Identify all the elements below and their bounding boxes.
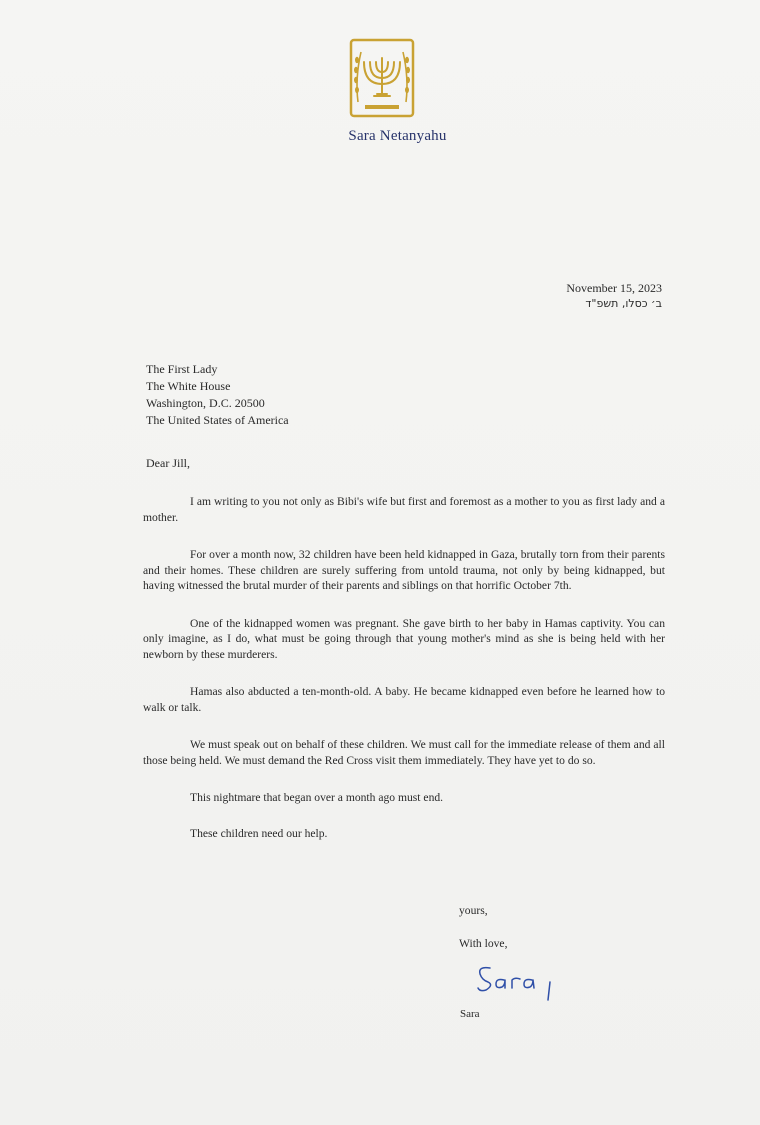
letter-body [143,494,665,861]
date-english: November 15, 2023 [566,281,662,295]
body-paragraph: Hamas also abducted a ten-month-old. A baby. He became kidnapped even before he learned how to walk or talk. [143,685,665,714]
recipient-line: Washington, D.C. 20500 [146,396,265,410]
handwritten-signature [474,960,564,1004]
closing-yours: yours, [459,904,488,917]
body-paragraph: This nightmare that began over a month ago must end. [190,791,444,804]
letterhead-name: Sara Netanyahu [348,128,447,144]
body-paragraph: For over a month now, 32 children have been held kidnapped in Gaza, brutally torn from their parents and their homes. These children are surely suffering from untold trauma, not only by being kidnapped, but having witnessed the brutal murder of their parents and siblings on that horrific October 7th. [143,548,665,592]
recipient-line: The White House [146,379,231,393]
body-paragraph: We must speak out on behalf of these children. We must call for the immediate release of them and all those being held. We must demand the Red Cross visit them immediately. They have yet to do so. [143,738,665,767]
closing-with-love: With love, [459,937,508,950]
israel-emblem-icon [349,38,415,118]
body-paragraph: One of the kidnapped women was pregnant. She gave birth to her baby in Hamas captivity. You can only imagine, as I do, what must be going through that young mother's mind as she is being held with her newborn by these murderers. [143,616,665,661]
body-paragraph: These children need our help. [190,826,328,840]
recipient-line: The First Lady [146,362,218,376]
closing-block [459,904,507,950]
recipient-line: The United States of America [146,413,289,427]
date-block [566,280,662,312]
body-paragraph: I am writing to you not only as Bibi's wife but first and foremost as a mother to you as first lady and a mother. [143,495,665,524]
date-hebrew: ב׳ כסלו, תשפ"ד [585,297,662,310]
signature-name: Sara [460,1008,480,1020]
salutation: Dear Jill, [146,456,190,470]
recipient-address [146,361,289,429]
